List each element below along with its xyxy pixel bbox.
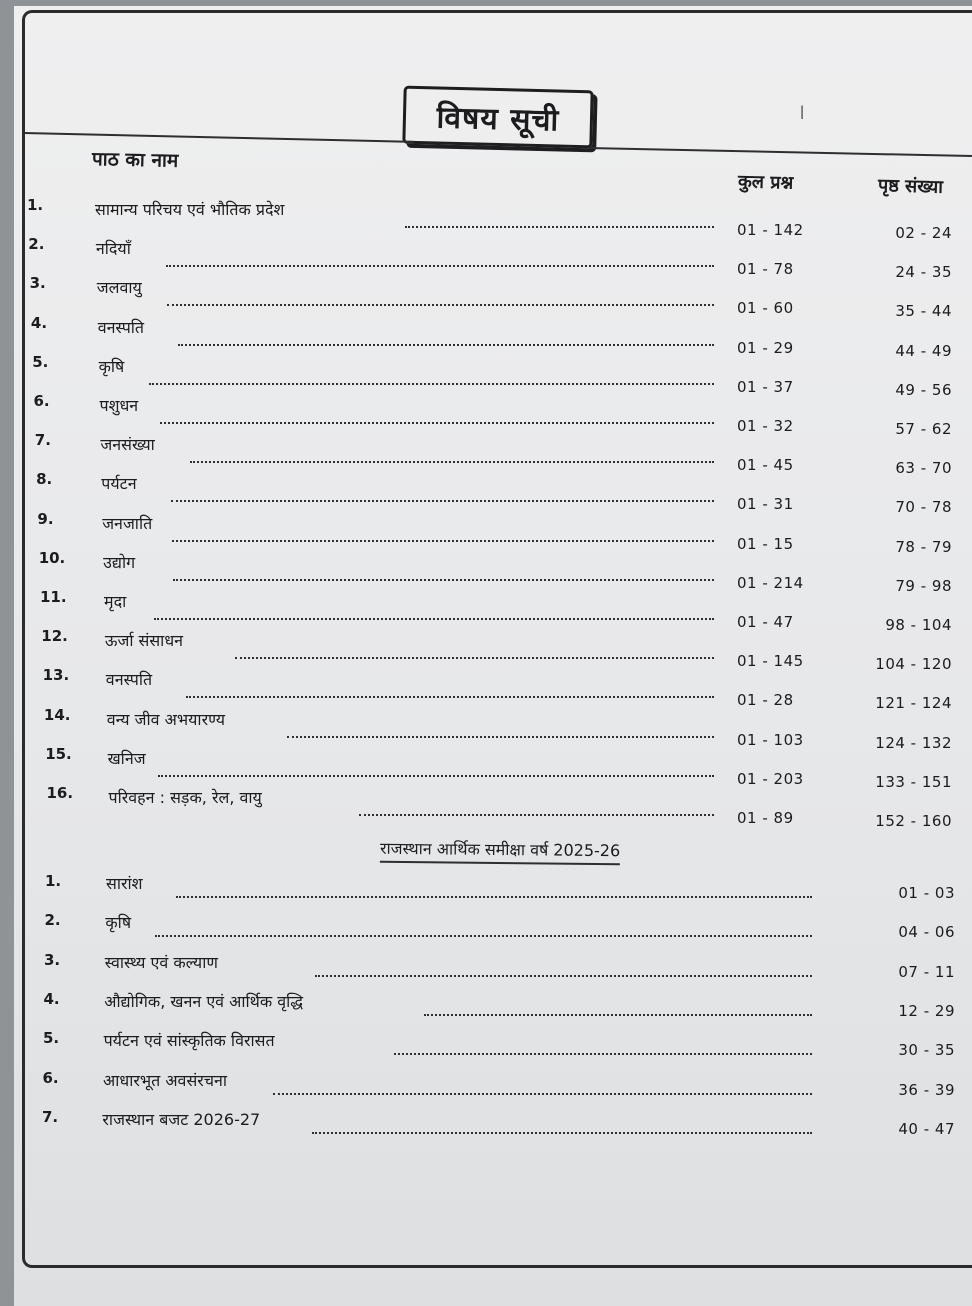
leader-dots bbox=[190, 461, 714, 463]
chapter-number: 10. bbox=[38, 548, 66, 567]
question-range: 01 - 28 bbox=[737, 691, 794, 710]
leader-dots bbox=[359, 814, 715, 816]
question-range: 01 - 31 bbox=[737, 495, 794, 514]
leader-dots bbox=[176, 896, 812, 898]
leader-dots bbox=[160, 422, 715, 424]
page-range: 133 - 151 bbox=[875, 772, 952, 791]
chapter-name: जनसंख्या bbox=[100, 435, 155, 455]
section-item-number: 2. bbox=[44, 911, 61, 930]
leader-dots bbox=[171, 500, 714, 502]
question-range: 01 - 45 bbox=[737, 456, 794, 475]
section-page-range: 12 - 29 bbox=[898, 1001, 955, 1020]
chapter-number: 15. bbox=[45, 744, 72, 763]
section-item-number: 5. bbox=[43, 1029, 60, 1048]
chapter-number: 4. bbox=[30, 313, 48, 332]
leader-dots bbox=[173, 579, 714, 581]
chapter-number: 5. bbox=[32, 352, 49, 371]
page-range: 49 - 56 bbox=[895, 380, 952, 399]
section-item-number: 1. bbox=[45, 872, 62, 890]
chapter-number: 13. bbox=[42, 666, 70, 685]
chapter-number: 9. bbox=[37, 509, 54, 528]
page-range: 152 - 160 bbox=[875, 812, 952, 830]
section-item-number: 4. bbox=[43, 989, 60, 1008]
chapter-number: 3. bbox=[29, 274, 46, 293]
leader-dots bbox=[186, 696, 714, 698]
chapter-name: वन्य जीव अभयारण्य bbox=[106, 709, 225, 729]
page-range: 57 - 62 bbox=[895, 420, 952, 438]
header-total-questions: कुल प्रश्न bbox=[737, 171, 794, 194]
section-title: राजस्थान आर्थिक समीक्षा वर्ष 2025-26 bbox=[380, 837, 620, 866]
section-item-number: 6. bbox=[42, 1068, 59, 1087]
page-range: 63 - 70 bbox=[895, 459, 952, 478]
section-item-name: कृषि bbox=[105, 913, 132, 933]
leader-dots bbox=[273, 1093, 812, 1095]
leader-dots bbox=[405, 226, 714, 228]
page-range: 124 - 132 bbox=[875, 733, 952, 752]
title-box bbox=[402, 86, 593, 149]
question-range: 01 - 47 bbox=[737, 613, 794, 631]
chapter-name: जनजाति bbox=[102, 513, 153, 533]
page-title: विषय सूची bbox=[436, 100, 560, 138]
section-item-name: पर्यटन एवं सांस्कृतिक विरासत bbox=[103, 1031, 275, 1051]
leader-dots bbox=[315, 975, 812, 977]
chapter-name: कृषि bbox=[98, 356, 125, 376]
header-chapter-name: पाठ का नाम bbox=[91, 148, 179, 172]
header-page-numbers: पृष्ठ संख्या bbox=[877, 175, 944, 198]
chapter-name: खनिज bbox=[107, 748, 146, 768]
leader-dots bbox=[424, 1014, 812, 1016]
page-range: 104 - 120 bbox=[875, 655, 952, 674]
question-range: 01 - 37 bbox=[737, 377, 794, 396]
section-page-range: 40 - 47 bbox=[898, 1119, 955, 1138]
chapter-name: जलवायु bbox=[96, 278, 142, 298]
leader-dots bbox=[149, 383, 714, 385]
question-range: 01 - 142 bbox=[737, 221, 804, 239]
page-range: 02 - 24 bbox=[895, 224, 952, 242]
question-range: 01 - 29 bbox=[737, 338, 794, 357]
section-item-name: राजस्थान बजट 2026-27 bbox=[102, 1109, 261, 1129]
section-item-number: 7. bbox=[42, 1107, 59, 1126]
chapter-name: उद्योग bbox=[103, 552, 136, 572]
leader-dots bbox=[235, 657, 714, 659]
page-mark: ǀ bbox=[800, 104, 805, 120]
section-item-number: 3. bbox=[44, 950, 61, 969]
page-range: 44 - 49 bbox=[895, 341, 952, 360]
question-range: 01 - 103 bbox=[737, 730, 804, 749]
section-item-name: सारांश bbox=[106, 874, 143, 893]
page-range: 121 - 124 bbox=[875, 694, 952, 713]
page-range: 35 - 44 bbox=[895, 302, 952, 321]
chapter-number: 14. bbox=[43, 705, 71, 724]
chapter-name: पशुधन bbox=[99, 396, 139, 415]
leader-dots bbox=[394, 1053, 812, 1055]
question-range: 01 - 15 bbox=[737, 534, 794, 553]
chapter-name: नदियाँ bbox=[95, 239, 131, 259]
page-range: 79 - 98 bbox=[895, 576, 952, 595]
leader-dots bbox=[312, 1132, 812, 1134]
leader-dots bbox=[154, 618, 714, 620]
leader-dots bbox=[287, 736, 714, 738]
chapter-number: 2. bbox=[28, 235, 45, 254]
page-range: 70 - 78 bbox=[895, 498, 952, 517]
chapter-number: 1. bbox=[27, 196, 44, 214]
section-item-name: आधारभूत अवसंरचना bbox=[103, 1070, 227, 1090]
section-page-range: 07 - 11 bbox=[898, 962, 955, 981]
page-range: 78 - 79 bbox=[895, 537, 952, 556]
section-page-range: 30 - 35 bbox=[898, 1041, 955, 1060]
section-item-name: औद्योगिक, खनन एवं आर्थिक वृद्धि bbox=[104, 991, 304, 1011]
chapter-name: मृदा bbox=[104, 592, 127, 611]
chapter-number: 16. bbox=[46, 784, 74, 802]
leader-dots bbox=[178, 344, 714, 346]
section-page-range: 01 - 03 bbox=[898, 884, 955, 902]
chapter-name: वनस्पति bbox=[97, 317, 145, 337]
page-range: 24 - 35 bbox=[895, 263, 952, 282]
question-range: 01 - 214 bbox=[737, 573, 804, 592]
question-range: 01 - 203 bbox=[737, 769, 804, 788]
question-range: 01 - 60 bbox=[737, 299, 794, 318]
chapter-number: 8. bbox=[36, 470, 53, 489]
section-page-range: 04 - 06 bbox=[898, 923, 955, 942]
question-range: 01 - 78 bbox=[737, 260, 794, 279]
chapter-number: 6. bbox=[33, 392, 50, 410]
section-page-range: 36 - 39 bbox=[898, 1080, 955, 1099]
question-range: 01 - 145 bbox=[737, 652, 804, 671]
chapter-name: सामान्य परिचय एवं भौतिक प्रदेश bbox=[95, 200, 285, 219]
leader-dots bbox=[158, 775, 714, 777]
leader-dots bbox=[166, 265, 714, 267]
page-range: 98 - 104 bbox=[885, 616, 952, 634]
chapter-number: 7. bbox=[34, 431, 51, 450]
chapter-name: वनस्पति bbox=[105, 670, 153, 690]
chapter-name: परिवहन : सड़क, रेल, वायु bbox=[108, 788, 262, 807]
chapter-name: पर्यटन bbox=[101, 474, 137, 494]
chapter-number: 12. bbox=[41, 627, 68, 646]
section-item-name: स्वास्थ्य एवं कल्याण bbox=[104, 952, 218, 972]
question-range: 01 - 89 bbox=[737, 809, 794, 827]
question-range: 01 - 32 bbox=[737, 417, 794, 435]
chapter-number: 11. bbox=[40, 588, 67, 606]
leader-dots bbox=[167, 304, 714, 306]
leader-dots bbox=[155, 935, 812, 937]
leader-dots bbox=[172, 540, 714, 542]
chapter-name: ऊर्जा संसाधन bbox=[104, 631, 184, 651]
